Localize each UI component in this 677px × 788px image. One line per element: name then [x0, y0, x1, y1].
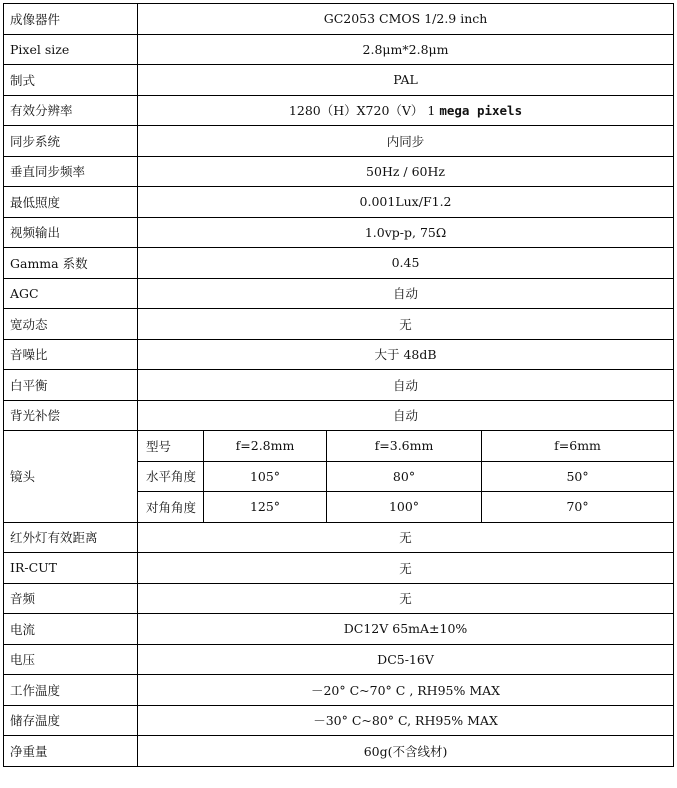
spec-row [4, 65, 674, 96]
spec-value: 无 [138, 522, 674, 553]
spec-row [4, 217, 674, 248]
spec-row [4, 522, 674, 553]
spec-label: Gamma 系数 [4, 248, 138, 279]
spec-value: DC5-16V [138, 644, 674, 675]
spec-value: －30° C~80° C, RH95% MAX [138, 705, 674, 736]
spec-label: 垂直同步频率 [4, 156, 138, 187]
spec-value: PAL [138, 65, 674, 96]
spec-label: 视频输出 [4, 217, 138, 248]
spec-label: Pixel size [4, 34, 138, 65]
spec-value: 自动 [138, 400, 674, 431]
spec-value: 大于 48dB [138, 339, 674, 370]
resolution-suffix: mega pixels [439, 103, 523, 119]
lens-cell: f=3.6mm [327, 431, 482, 462]
spec-label: AGC [4, 278, 138, 309]
spec-label: 有效分辨率 [4, 95, 138, 126]
spec-table [3, 3, 674, 767]
spec-row [4, 400, 674, 431]
lens-cell: f=6mm [482, 431, 674, 462]
lens-sub-label: 型号 [138, 431, 204, 462]
spec-value: 自动 [138, 278, 674, 309]
spec-row [4, 309, 674, 340]
spec-row-resolution [4, 95, 674, 126]
spec-label: 音频 [4, 583, 138, 614]
spec-row [4, 339, 674, 370]
lens-cell: f=2.8mm [204, 431, 327, 462]
spec-value: 0.001Lux/F1.2 [138, 187, 674, 218]
lens-cell: 105° [204, 461, 327, 492]
spec-value: 无 [138, 583, 674, 614]
lens-sub-label: 水平角度 [138, 461, 204, 492]
lens-row [4, 431, 674, 462]
lens-cell: 125° [204, 492, 327, 523]
spec-label: IR-CUT [4, 553, 138, 584]
spec-value: －20° C~70° C , RH95% MAX [138, 675, 674, 706]
spec-value: 自动 [138, 370, 674, 401]
spec-row [4, 583, 674, 614]
spec-label: 成像器件 [4, 4, 138, 35]
spec-value: 60g(不含线材) [138, 736, 674, 767]
spec-row [4, 156, 674, 187]
spec-row [4, 370, 674, 401]
spec-value: 50Hz / 60Hz [138, 156, 674, 187]
spec-label: 工作温度 [4, 675, 138, 706]
spec-row [4, 644, 674, 675]
spec-value: 0.45 [138, 248, 674, 279]
lens-cell: 70° [482, 492, 674, 523]
spec-value: DC12V 65mA±10% [138, 614, 674, 645]
spec-row [4, 187, 674, 218]
spec-value: 2.8μm*2.8μm [138, 34, 674, 65]
spec-label: 白平衡 [4, 370, 138, 401]
spec-label: 储存温度 [4, 705, 138, 736]
lens-cell: 100° [327, 492, 482, 523]
spec-row [4, 705, 674, 736]
spec-label: 电压 [4, 644, 138, 675]
spec-row [4, 126, 674, 157]
spec-label: 最低照度 [4, 187, 138, 218]
spec-row [4, 614, 674, 645]
spec-value: 内同步 [138, 126, 674, 157]
spec-value: 1.0vp-p, 75Ω [138, 217, 674, 248]
spec-label: 制式 [4, 65, 138, 96]
spec-label: 电流 [4, 614, 138, 645]
spec-row [4, 675, 674, 706]
spec-value: GC2053 CMOS 1/2.9 inch [138, 4, 674, 35]
resolution-value [138, 95, 674, 126]
spec-label: 红外灯有效距离 [4, 522, 138, 553]
lens-label: 镜头 [4, 431, 138, 523]
resolution-main: 1280（H）X720（V） 1 [288, 103, 440, 119]
spec-value: 无 [138, 553, 674, 584]
spec-row [4, 4, 674, 35]
spec-row [4, 34, 674, 65]
spec-label: 背光补偿 [4, 400, 138, 431]
spec-row [4, 278, 674, 309]
spec-value: 无 [138, 309, 674, 340]
spec-row [4, 553, 674, 584]
spec-row [4, 248, 674, 279]
spec-row [4, 736, 674, 767]
spec-label: 宽动态 [4, 309, 138, 340]
lens-cell: 50° [482, 461, 674, 492]
spec-label: 同步系统 [4, 126, 138, 157]
spec-label: 音噪比 [4, 339, 138, 370]
spec-label: 净重量 [4, 736, 138, 767]
lens-sub-label: 对角角度 [138, 492, 204, 523]
lens-cell: 80° [327, 461, 482, 492]
